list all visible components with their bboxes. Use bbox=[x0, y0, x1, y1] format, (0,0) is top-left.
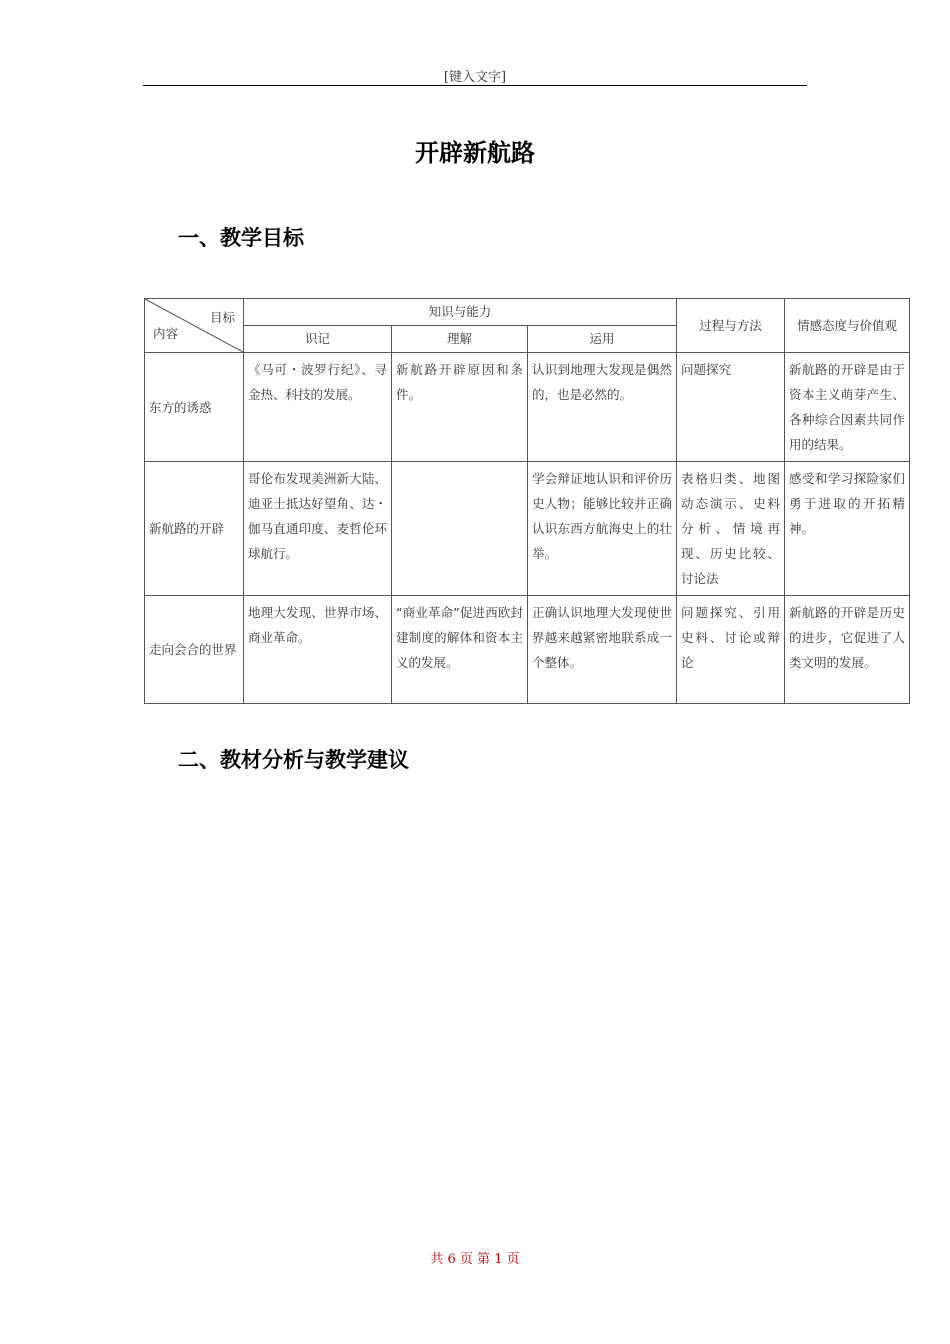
table-cell: 哥伦布发现美洲新大陆、迪亚士抵达好望角、达・伽马直通印度、麦哲伦环球航行。 bbox=[244, 462, 392, 596]
section-heading-teaching-goals: 一、教学目标 bbox=[178, 226, 304, 250]
corner-label-goal: 目标 bbox=[209, 310, 235, 325]
table-cell: “商业革命”促进西欧封建制度的解体和资本主义的发展。 bbox=[392, 596, 528, 704]
corner-label-content: 内容 bbox=[153, 326, 179, 341]
row-label: 新航路的开辟 bbox=[145, 462, 244, 596]
table-cell: 新航路的开辟是历史的进步，它促进了人类文明的发展。 bbox=[785, 596, 910, 704]
table-cell: 正确认识地理大发现使世界越来越紧密地联系成一个整体。 bbox=[528, 596, 677, 704]
row-label: 东方的诱惑 bbox=[145, 353, 244, 462]
group-header-knowledge: 知识与能力 bbox=[244, 299, 677, 326]
header-rule bbox=[143, 85, 807, 86]
col-header-attitude: 情感态度与价值观 bbox=[785, 299, 910, 353]
table-cell: 表格归类、地图动态演示、史料分析、情境再现、历史比较、讨论法 bbox=[677, 462, 785, 596]
table-cell: 感受和学习探险家们勇于进取的开拓精神。 bbox=[785, 462, 910, 596]
col-header-process: 过程与方法 bbox=[677, 299, 785, 353]
col-header-understand: 理解 bbox=[392, 326, 528, 353]
page-header-text: [键入文字] bbox=[443, 70, 507, 85]
table-cell: 学会辩证地认识和评价历史人物；能够比较并正确认识东西方航海史上的壮举。 bbox=[528, 462, 677, 596]
table-row bbox=[145, 353, 910, 462]
col-header-apply: 运用 bbox=[528, 326, 677, 353]
row-label: 走向会合的世界 bbox=[145, 596, 244, 704]
teaching-goals-table bbox=[144, 298, 910, 704]
table-cell: 地理大发现、世界市场、商业革命。 bbox=[244, 596, 392, 704]
table-cell: 认识到地理大发现是偶然的，也是必然的。 bbox=[528, 353, 677, 462]
table-cell: 问题探究、引用史料、讨论或辩论 bbox=[677, 596, 785, 704]
col-header-memorize: 识记 bbox=[244, 326, 392, 353]
table-cell: 新航路的开辟是由于资本主义萌芽产生、各种综合因素共同作用的结果。 bbox=[785, 353, 910, 462]
page-footer: 共 6 页 第 1 页 bbox=[430, 1252, 520, 1267]
table-cell: 问题探究 bbox=[677, 353, 785, 462]
diagonal-corner-cell bbox=[145, 299, 244, 353]
table-cell: 新航路开辟原因和条件。 bbox=[392, 353, 528, 462]
table-row bbox=[145, 462, 910, 596]
table-cell: 《马可・波罗行纪》、寻金热、科技的发展。 bbox=[244, 353, 392, 462]
document-title: 开辟新航路 bbox=[415, 139, 535, 167]
table-cell bbox=[392, 462, 528, 596]
table-row bbox=[145, 596, 910, 704]
section-heading-material-analysis: 二、教材分析与教学建议 bbox=[178, 748, 409, 772]
